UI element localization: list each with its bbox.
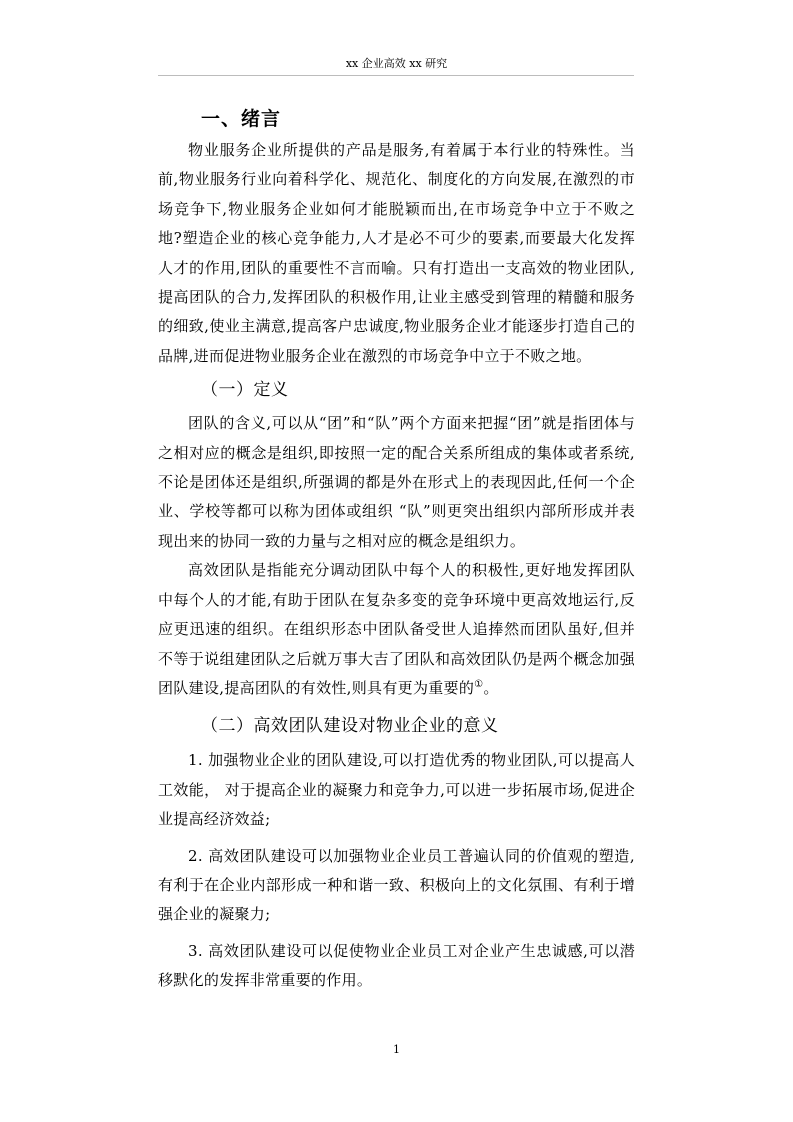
list-item: 1. 加强物业企业的团队建设,可以打造优秀的物业团队,可以提高人工效能， 对于提高企业的凝聚力和竞争力,可以进一步拓展市场,促进企业提高经济效益; — [158, 751, 635, 829]
list-item: 3. 高效团队建设可以促使物业企业员工对企业产生忠诚感,可以潜移默化的发挥非常重要的作用。 — [158, 941, 635, 990]
footnote-reference[interactable]: ① — [474, 678, 484, 690]
definition-paragraph-2-end: 。 — [483, 678, 499, 697]
section-heading-introduction: 一、绪言 — [201, 108, 282, 130]
subsection-heading-definition: （一）定义 — [201, 380, 289, 401]
definition-paragraph-2-text: 高效团队是指能充分调动团队中每个人的积极性,更好地发挥团队中每个人的才能,有助于团队在复杂多变的竞争环境中更高效地运行,反应更迅速的组织。在组织形态中团队备受世人追捧然而团队虽好,但并不等于说组建团队之后就万事大吉了团队和高效团队仍是两个概念加强团队建设,提高团队的有效性,则具有更为重要的 — [158, 561, 635, 697]
list-item: 2. 高效团队建设可以加强物业企业员工普遍认同的价值观的塑造,有利于在企业内部形成一种和谐一致、积极向上的文化氛围、有利于增强企业的凝聚力; — [158, 846, 635, 924]
page-number: 1 — [393, 1043, 400, 1056]
document-body — [158, 96, 635, 996]
page-header: xx 企业高效 xx 研究 — [345, 57, 448, 70]
header-divider — [158, 75, 634, 76]
subsection-heading-significance: （二）高效团队建设对物业企业的意义 — [201, 716, 499, 737]
definition-paragraph-1: 团队的含义,可以从“团”和“队”两个方面来把握“团”就是指团体与之相对应的概念是组织,即按照一定的配合关系所组成的集体或者系统,不论是团体还是组织,所强调的都是外在形式上的表现因此,任何一个企业、学校等都可以称为团体或组织 “队”则更突出组织内部所形成并表现出来的协同一致的力量与之相对应的概念是组织力。 — [158, 414, 635, 550]
definition-paragraph-2 — [158, 556, 635, 703]
intro-paragraph: 物业服务企业所提供的产品是服务,有着属于本行业的特殊性。当前,物业服务行业向着科学化、规范化、制度化的方向发展,在激烈的市场竞争下,物业服务企业如何才能脱颖而出,在市场竞争中立于不败之地?塑造企业的核心竞争能力,人才是必不可少的要素,而要最大化发挥人才的作用,团队的重要性不言而喻。只有打造出一支高效的物业团队,提高团队的合力,发挥团队的积极作用,让业主感受到管理的精髓和服务的细致,使业主满意,提高客户忠诚度,物业服务企业才能逐步打造自己的品牌,进而促进物业服务企业在激烈的市场竞争中立于不败之地。 — [158, 141, 635, 365]
